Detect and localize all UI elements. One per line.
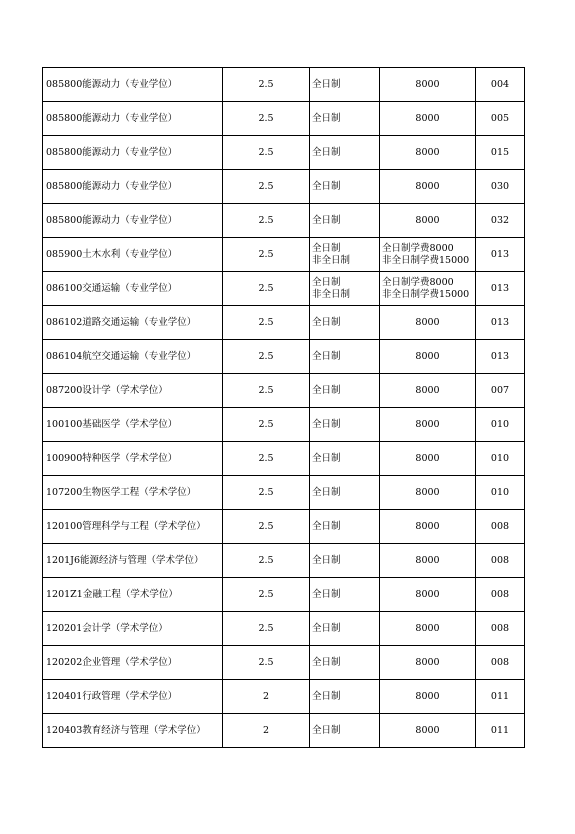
study-mode-cell-line: 全日制 (312, 146, 341, 158)
program-name-cell: 1201Z1金融工程（学术学位） (43, 578, 223, 612)
study-mode-cell-line: 全日制 (312, 452, 341, 464)
tuition-fee-cell-line: 8000 (415, 486, 440, 498)
study-mode-cell-line: 全日制 (312, 520, 341, 532)
tuition-fee-cell (380, 306, 476, 340)
tuition-fee-cell-line: 全日制学费8000 (382, 276, 454, 288)
tuition-fee-cell-line: 8000 (415, 316, 440, 328)
program-name-cell: 085800能源动力（专业学位） (43, 136, 223, 170)
table-row (43, 272, 525, 306)
duration-cell: 2.5 (223, 136, 310, 170)
department-code-cell: 030 (476, 170, 525, 204)
department-code-cell: 008 (476, 544, 525, 578)
duration-cell: 2.5 (223, 646, 310, 680)
study-mode-cell (310, 204, 380, 238)
program-name-cell: 120401行政管理（学术学位） (43, 680, 223, 714)
duration-cell: 2.5 (223, 578, 310, 612)
department-code-cell: 013 (476, 306, 525, 340)
tuition-fee-cell-line: 8000 (415, 588, 440, 600)
tuition-fee-cell (380, 612, 476, 646)
tuition-fee-cell (380, 578, 476, 612)
duration-cell: 2.5 (223, 510, 310, 544)
study-mode-cell-line: 全日制 (312, 384, 341, 396)
study-mode-cell (310, 510, 380, 544)
tuition-fee-cell (380, 476, 476, 510)
department-code-cell: 007 (476, 374, 525, 408)
duration-cell: 2.5 (223, 544, 310, 578)
tuition-fee-cell (380, 408, 476, 442)
tuition-fee-cell (380, 238, 476, 272)
study-mode-cell (310, 408, 380, 442)
tuition-fee-cell (380, 272, 476, 306)
duration-cell: 2 (223, 680, 310, 714)
table-row (43, 578, 525, 612)
tuition-fee-cell (380, 442, 476, 476)
duration-cell: 2.5 (223, 442, 310, 476)
tuition-fee-cell-line: 8000 (415, 384, 440, 396)
study-mode-cell-line: 全日制 (312, 350, 341, 362)
study-mode-cell-line: 全日制 (312, 724, 341, 736)
study-mode-cell-line: 全日制 (312, 554, 341, 566)
department-code-cell: 011 (476, 714, 525, 748)
table-row (43, 408, 525, 442)
study-mode-cell-line: 全日制 (312, 656, 341, 668)
study-mode-cell (310, 272, 380, 306)
tuition-fee-cell (380, 102, 476, 136)
department-code-cell: 013 (476, 238, 525, 272)
study-mode-cell-line: 全日制 (312, 690, 341, 702)
program-name-cell: 107200生物医学工程（学术学位） (43, 476, 223, 510)
tuition-fee-cell-line: 8000 (415, 214, 440, 226)
department-code-cell: 013 (476, 272, 525, 306)
study-mode-cell (310, 136, 380, 170)
program-name-cell: 100100基础医学（学术学位） (43, 408, 223, 442)
table-row (43, 646, 525, 680)
tuition-fee-cell (380, 510, 476, 544)
tuition-fee-cell-line: 8000 (415, 78, 440, 90)
program-name-cell: 085800能源动力（专业学位） (43, 204, 223, 238)
tuition-fee-cell (380, 544, 476, 578)
study-mode-cell-line: 全日制 (312, 242, 341, 254)
tuition-fee-cell (380, 646, 476, 680)
program-name-cell: 100900特种医学（学术学位） (43, 442, 223, 476)
study-mode-cell (310, 374, 380, 408)
department-code-cell: 032 (476, 204, 525, 238)
tuition-fee-cell-line: 8000 (415, 418, 440, 430)
table-row (43, 442, 525, 476)
duration-cell: 2 (223, 714, 310, 748)
study-mode-cell (310, 340, 380, 374)
table-row (43, 374, 525, 408)
program-name-cell: 1201J6能源经济与管理（学术学位） (43, 544, 223, 578)
program-name-cell: 086102道路交通运输（专业学位） (43, 306, 223, 340)
duration-cell: 2.5 (223, 238, 310, 272)
duration-cell: 2.5 (223, 612, 310, 646)
table-row (43, 680, 525, 714)
tuition-fee-cell-line: 8000 (415, 690, 440, 702)
tuition-fee-cell-line: 8000 (415, 452, 440, 464)
table-body (43, 68, 525, 748)
department-code-cell: 005 (476, 102, 525, 136)
table-row (43, 476, 525, 510)
department-code-cell: 010 (476, 476, 525, 510)
tuition-fee-cell (380, 204, 476, 238)
study-mode-cell (310, 170, 380, 204)
program-name-cell: 120100管理科学与工程（学术学位） (43, 510, 223, 544)
program-name-cell: 086100交通运输（专业学位） (43, 272, 223, 306)
duration-cell: 2.5 (223, 340, 310, 374)
study-mode-cell-line: 全日制 (312, 78, 341, 90)
tuition-fee-cell-line: 8000 (415, 146, 440, 158)
duration-cell: 2.5 (223, 204, 310, 238)
duration-cell: 2.5 (223, 102, 310, 136)
table-row (43, 306, 525, 340)
table-row (43, 544, 525, 578)
study-mode-cell (310, 714, 380, 748)
tuition-fee-cell (380, 374, 476, 408)
program-name-cell: 085800能源动力（专业学位） (43, 170, 223, 204)
table-row (43, 238, 525, 272)
tuition-fee-cell-line: 8000 (415, 520, 440, 532)
tuition-fee-cell-line: 8000 (415, 180, 440, 192)
study-mode-cell-line: 全日制 (312, 112, 341, 124)
program-name-cell: 085800能源动力（专业学位） (43, 68, 223, 102)
study-mode-cell-line: 全日制 (312, 418, 341, 430)
study-mode-cell (310, 612, 380, 646)
table-row (43, 340, 525, 374)
duration-cell: 2.5 (223, 306, 310, 340)
study-mode-cell (310, 68, 380, 102)
study-mode-cell (310, 646, 380, 680)
tuition-fee-cell (380, 340, 476, 374)
department-code-cell: 008 (476, 646, 525, 680)
tuition-fee-cell-line: 非全日制学费15000 (382, 254, 470, 266)
study-mode-cell (310, 476, 380, 510)
tuition-fee-cell-line: 8000 (415, 350, 440, 362)
study-mode-cell-line: 全日制 (312, 214, 341, 226)
study-mode-cell-line: 全日制 (312, 180, 341, 192)
program-name-cell: 120201会计学（学术学位） (43, 612, 223, 646)
department-code-cell: 004 (476, 68, 525, 102)
department-code-cell: 008 (476, 578, 525, 612)
study-mode-cell (310, 238, 380, 272)
study-mode-cell-line: 非全日制 (312, 288, 351, 300)
department-code-cell: 013 (476, 340, 525, 374)
program-name-cell: 085800能源动力（专业学位） (43, 102, 223, 136)
study-mode-cell-line: 全日制 (312, 486, 341, 498)
department-code-cell: 010 (476, 442, 525, 476)
study-mode-cell (310, 442, 380, 476)
tuition-fee-cell (380, 170, 476, 204)
study-mode-cell-line: 全日制 (312, 622, 341, 634)
study-mode-cell (310, 306, 380, 340)
table-row (43, 170, 525, 204)
table-row (43, 612, 525, 646)
tuition-fee-cell-line: 8000 (415, 724, 440, 736)
study-mode-cell-line: 非全日制 (312, 254, 351, 266)
duration-cell: 2.5 (223, 170, 310, 204)
program-name-cell: 120403教育经济与管理（学术学位） (43, 714, 223, 748)
table-row (43, 510, 525, 544)
study-mode-cell-line: 全日制 (312, 276, 341, 288)
department-code-cell: 008 (476, 510, 525, 544)
tuition-fee-cell (380, 680, 476, 714)
department-code-cell: 008 (476, 612, 525, 646)
study-mode-cell (310, 544, 380, 578)
table-row (43, 68, 525, 102)
department-code-cell: 011 (476, 680, 525, 714)
tuition-fee-cell-line: 非全日制学费15000 (382, 288, 470, 300)
duration-cell: 2.5 (223, 408, 310, 442)
tuition-fee-cell-line: 8000 (415, 622, 440, 634)
study-mode-cell (310, 578, 380, 612)
study-mode-cell-line: 全日制 (312, 316, 341, 328)
study-mode-cell-line: 全日制 (312, 588, 341, 600)
duration-cell: 2.5 (223, 272, 310, 306)
tuition-fee-cell-line: 8000 (415, 554, 440, 566)
program-name-cell: 087200设计学（学术学位） (43, 374, 223, 408)
duration-cell: 2.5 (223, 374, 310, 408)
program-fee-table (42, 67, 525, 748)
department-code-cell: 015 (476, 136, 525, 170)
tuition-fee-cell (380, 68, 476, 102)
program-name-cell: 120202企业管理（学术学位） (43, 646, 223, 680)
study-mode-cell (310, 680, 380, 714)
duration-cell: 2.5 (223, 476, 310, 510)
program-name-cell: 085900土木水利（专业学位） (43, 238, 223, 272)
tuition-fee-cell-line: 8000 (415, 656, 440, 668)
tuition-fee-cell-line: 8000 (415, 112, 440, 124)
department-code-cell: 010 (476, 408, 525, 442)
program-name-cell: 086104航空交通运输（专业学位） (43, 340, 223, 374)
table-row (43, 204, 525, 238)
table-row (43, 714, 525, 748)
tuition-fee-cell-line: 全日制学费8000 (382, 242, 454, 254)
table-row (43, 136, 525, 170)
tuition-fee-cell (380, 136, 476, 170)
duration-cell: 2.5 (223, 68, 310, 102)
study-mode-cell (310, 102, 380, 136)
tuition-fee-cell (380, 714, 476, 748)
table-row (43, 102, 525, 136)
